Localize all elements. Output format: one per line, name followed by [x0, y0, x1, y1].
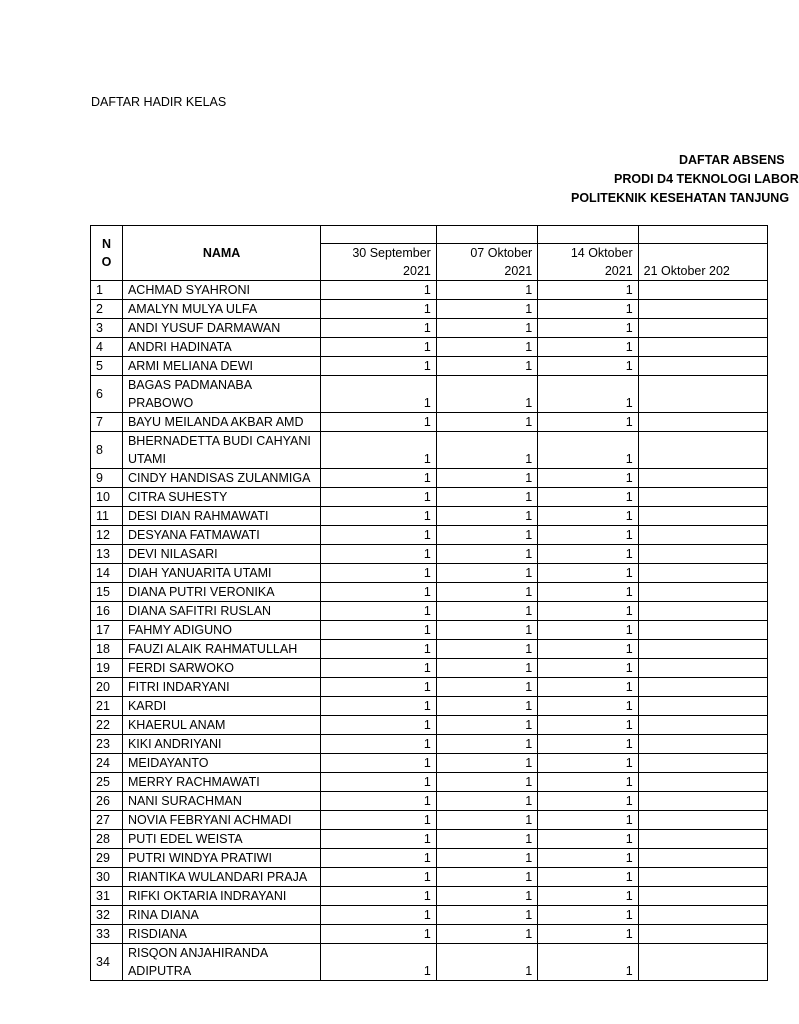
attendance-value: 1 [436, 811, 537, 830]
attendance-value: 1 [436, 792, 537, 811]
attendance-value [638, 944, 767, 981]
row-number: 20 [91, 678, 123, 697]
attendance-value: 1 [436, 564, 537, 583]
attendance-value [638, 281, 767, 300]
attendance-value: 1 [538, 319, 638, 338]
attendance-value: 1 [538, 925, 638, 944]
attendance-value: 1 [321, 849, 437, 868]
attendance-value [638, 906, 767, 925]
attendance-value: 1 [321, 357, 437, 376]
attendance-value: 1 [538, 697, 638, 716]
table-row [91, 944, 768, 981]
attendance-value: 1 [321, 526, 437, 545]
row-number: 29 [91, 849, 123, 868]
attendance-value: 1 [538, 488, 638, 507]
attendance-value [638, 583, 767, 602]
attendance-value: 1 [436, 319, 537, 338]
student-name: NOVIA FEBRYANI ACHMADI [122, 811, 320, 830]
attendance-value: 1 [321, 564, 437, 583]
attendance-value: 1 [436, 697, 537, 716]
row-number: 18 [91, 640, 123, 659]
date-header-2 [436, 244, 537, 281]
attendance-title: DAFTAR ABSENS [679, 153, 785, 167]
attendance-value [638, 773, 767, 792]
student-name: KIKI ANDRIYANI [122, 735, 320, 754]
attendance-value: 1 [321, 811, 437, 830]
row-number: 17 [91, 621, 123, 640]
attendance-value: 1 [538, 906, 638, 925]
attendance-value: 1 [538, 678, 638, 697]
attendance-value: 1 [436, 583, 537, 602]
table-row [91, 906, 768, 925]
table-row [91, 887, 768, 906]
table-row [91, 376, 768, 413]
attendance-value: 1 [538, 944, 638, 981]
attendance-value: 1 [436, 830, 537, 849]
student-name: DEVI NILASARI [122, 545, 320, 564]
table-row [91, 849, 768, 868]
attendance-value: 1 [321, 773, 437, 792]
attendance-value [638, 300, 767, 319]
attendance-value [638, 716, 767, 735]
row-number: 15 [91, 583, 123, 602]
attendance-value [638, 469, 767, 488]
row-number: 23 [91, 735, 123, 754]
attendance-value [638, 432, 767, 469]
attendance-value: 1 [436, 469, 537, 488]
attendance-value: 1 [436, 735, 537, 754]
table-row [91, 925, 768, 944]
attendance-value: 1 [321, 659, 437, 678]
attendance-value [638, 640, 767, 659]
attendance-value: 1 [321, 640, 437, 659]
attendance-value: 1 [321, 488, 437, 507]
attendance-value [638, 507, 767, 526]
student-name: MEIDAYANTO [122, 754, 320, 773]
row-number: 31 [91, 887, 123, 906]
student-name: RISQON ANJAHIRANDA ADIPUTRA [122, 944, 320, 981]
table-row [91, 830, 768, 849]
attendance-value: 1 [538, 564, 638, 583]
attendance-value: 1 [321, 925, 437, 944]
date-header-line2: 2021 [403, 264, 431, 278]
attendance-value: 1 [436, 621, 537, 640]
table-row [91, 319, 768, 338]
attendance-value: 1 [321, 413, 437, 432]
attendance-value: 1 [321, 507, 437, 526]
table-row [91, 300, 768, 319]
attendance-value: 1 [321, 792, 437, 811]
attendance-value: 1 [436, 887, 537, 906]
attendance-value: 1 [321, 300, 437, 319]
student-name: BAGAS PADMANABA PRABOWO [122, 376, 320, 413]
attendance-value: 1 [538, 849, 638, 868]
attendance-value: 1 [538, 526, 638, 545]
attendance-value [638, 357, 767, 376]
row-number: 14 [91, 564, 123, 583]
table-row [91, 507, 768, 526]
attendance-value: 1 [436, 432, 537, 469]
attendance-value: 1 [436, 773, 537, 792]
attendance-value: 1 [436, 376, 537, 413]
attendance-value: 1 [436, 602, 537, 621]
attendance-value [638, 659, 767, 678]
attendance-value [638, 868, 767, 887]
attendance-value: 1 [321, 319, 437, 338]
attendance-value: 1 [436, 925, 537, 944]
attendance-value: 1 [538, 716, 638, 735]
student-name: CINDY HANDISAS ZULANMIGA [122, 469, 320, 488]
table-row [91, 754, 768, 773]
row-number: 32 [91, 906, 123, 925]
attendance-value [638, 849, 767, 868]
attendance-value: 1 [538, 621, 638, 640]
table-row [91, 735, 768, 754]
student-name: BHERNADETTA BUDI CAHYANI UTAMI [122, 432, 320, 469]
row-number: 5 [91, 357, 123, 376]
row-number: 7 [91, 413, 123, 432]
attendance-value [638, 545, 767, 564]
attendance-value [638, 526, 767, 545]
student-name: ARMI MELIANA DEWI [122, 357, 320, 376]
student-name: FERDI SARWOKO [122, 659, 320, 678]
attendance-value [638, 735, 767, 754]
row-number: 21 [91, 697, 123, 716]
student-name: RINA DIANA [122, 906, 320, 925]
attendance-value: 1 [321, 469, 437, 488]
row-number: 9 [91, 469, 123, 488]
document-label: DAFTAR HADIR KELAS [91, 95, 227, 109]
table-row [91, 697, 768, 716]
attendance-value: 1 [321, 830, 437, 849]
attendance-value [638, 887, 767, 906]
attendance-value: 1 [538, 281, 638, 300]
student-name: MERRY RACHMAWATI [122, 773, 320, 792]
attendance-value: 1 [321, 678, 437, 697]
row-number: 34 [91, 944, 123, 981]
attendance-value [638, 678, 767, 697]
table-row [91, 792, 768, 811]
attendance-value [638, 488, 767, 507]
attendance-value: 1 [538, 357, 638, 376]
row-number: 6 [91, 376, 123, 413]
attendance-value: 1 [538, 300, 638, 319]
attendance-value: 1 [436, 659, 537, 678]
row-number: 2 [91, 300, 123, 319]
student-name: KHAERUL ANAM [122, 716, 320, 735]
attendance-value: 1 [538, 602, 638, 621]
student-name: KARDI [122, 697, 320, 716]
row-number: 30 [91, 868, 123, 887]
student-name: RIFKI OKTARIA INDRAYANI [122, 887, 320, 906]
student-name: PUTI EDEL WEISTA [122, 830, 320, 849]
table-row [91, 773, 768, 792]
attendance-value: 1 [321, 887, 437, 906]
attendance-value: 1 [321, 754, 437, 773]
attendance-value: 1 [436, 281, 537, 300]
student-name: NANI SURACHMAN [122, 792, 320, 811]
student-name: DIANA PUTRI VERONIKA [122, 583, 320, 602]
table-row [91, 811, 768, 830]
table-row [91, 564, 768, 583]
student-name: FAHMY ADIGUNO [122, 621, 320, 640]
attendance-value: 1 [436, 338, 537, 357]
attendance-value: 1 [436, 944, 537, 981]
attendance-value: 1 [436, 545, 537, 564]
date-header-top-cell [321, 226, 437, 244]
attendance-value [638, 697, 767, 716]
table-row [91, 868, 768, 887]
attendance-value [638, 319, 767, 338]
student-name: CITRA SUHESTY [122, 488, 320, 507]
attendance-value: 1 [538, 583, 638, 602]
table-row [91, 545, 768, 564]
attendance-value: 1 [321, 432, 437, 469]
table-row [91, 659, 768, 678]
attendance-value [638, 376, 767, 413]
attendance-value: 1 [538, 338, 638, 357]
attendance-value [638, 811, 767, 830]
attendance-value: 1 [538, 887, 638, 906]
student-name: AMALYN MULYA ULFA [122, 300, 320, 319]
table-row [91, 469, 768, 488]
row-number: 8 [91, 432, 123, 469]
table-row [91, 281, 768, 300]
student-name: ANDI YUSUF DARMAWAN [122, 319, 320, 338]
attendance-value: 1 [436, 906, 537, 925]
table-row [91, 526, 768, 545]
date-header-line2: 21 Oktober 202 [643, 264, 730, 278]
row-number: 3 [91, 319, 123, 338]
attendance-value: 1 [538, 507, 638, 526]
date-header-line1: 30 September [352, 246, 431, 260]
no-column-header [91, 226, 123, 281]
date-header-line2: 2021 [504, 264, 533, 278]
date-header-top-cell [436, 226, 537, 244]
row-number: 22 [91, 716, 123, 735]
table-row [91, 338, 768, 357]
attendance-value [638, 621, 767, 640]
student-name: ACHMAD SYAHRONI [122, 281, 320, 300]
attendance-value: 1 [538, 868, 638, 887]
attendance-value: 1 [436, 300, 537, 319]
attendance-value: 1 [436, 678, 537, 697]
attendance-value: 1 [321, 868, 437, 887]
attendance-value: 1 [538, 469, 638, 488]
attendance-value: 1 [321, 697, 437, 716]
attendance-value: 1 [436, 716, 537, 735]
attendance-value [638, 792, 767, 811]
attendance-value: 1 [436, 640, 537, 659]
row-number: 1 [91, 281, 123, 300]
date-header-line1: 14 Oktober [570, 246, 633, 260]
attendance-value: 1 [321, 716, 437, 735]
attendance-value: 1 [538, 811, 638, 830]
attendance-value [638, 830, 767, 849]
student-name: FAUZI ALAIK RAHMATULLAH [122, 640, 320, 659]
attendance-value: 1 [538, 659, 638, 678]
attendance-value: 1 [321, 376, 437, 413]
student-name: DESI DIAN RAHMAWATI [122, 507, 320, 526]
no-header-line2: O [101, 255, 112, 269]
attendance-value: 1 [538, 735, 638, 754]
name-column-header: NAMA [122, 226, 320, 281]
student-name: BAYU MEILANDA AKBAR AMD [122, 413, 320, 432]
row-number: 28 [91, 830, 123, 849]
attendance-value: 1 [436, 849, 537, 868]
student-name: RISDIANA [122, 925, 320, 944]
table-row [91, 432, 768, 469]
table-row [91, 583, 768, 602]
attendance-value: 1 [436, 868, 537, 887]
attendance-value: 1 [321, 621, 437, 640]
date-header-1 [321, 244, 437, 281]
attendance-value: 1 [436, 526, 537, 545]
attendance-value: 1 [321, 583, 437, 602]
table-row [91, 357, 768, 376]
attendance-value [638, 925, 767, 944]
attendance-value: 1 [436, 357, 537, 376]
date-header-4 [638, 244, 767, 281]
attendance-value: 1 [538, 413, 638, 432]
attendance-value: 1 [321, 944, 437, 981]
row-number: 19 [91, 659, 123, 678]
attendance-value: 1 [321, 281, 437, 300]
attendance-value: 1 [538, 432, 638, 469]
row-number: 27 [91, 811, 123, 830]
row-number: 33 [91, 925, 123, 944]
attendance-value [638, 754, 767, 773]
table-row [91, 602, 768, 621]
table-row [91, 678, 768, 697]
student-name: PUTRI WINDYA PRATIWI [122, 849, 320, 868]
row-number: 11 [91, 507, 123, 526]
attendance-value: 1 [436, 754, 537, 773]
attendance-value: 1 [538, 830, 638, 849]
student-name: DIAH YANUARITA UTAMI [122, 564, 320, 583]
date-header-top-cell [638, 226, 767, 244]
institution-title: POLITEKNIK KESEHATAN TANJUNG [571, 191, 790, 205]
table-row [91, 413, 768, 432]
row-number: 12 [91, 526, 123, 545]
attendance-value [638, 338, 767, 357]
attendance-value: 1 [321, 602, 437, 621]
student-name: DESYANA FATMAWATI [122, 526, 320, 545]
attendance-value: 1 [538, 773, 638, 792]
row-number: 10 [91, 488, 123, 507]
date-header-line1: 07 Oktober [470, 246, 533, 260]
attendance-value: 1 [436, 413, 537, 432]
date-header-line2: 2021 [604, 264, 633, 278]
table-row [91, 621, 768, 640]
attendance-value: 1 [321, 545, 437, 564]
table-row [91, 488, 768, 507]
attendance-table [90, 225, 768, 981]
row-number: 24 [91, 754, 123, 773]
table-row [91, 716, 768, 735]
attendance-value: 1 [321, 906, 437, 925]
attendance-value [638, 564, 767, 583]
attendance-value: 1 [436, 507, 537, 526]
student-name: FITRI INDARYANI [122, 678, 320, 697]
table-row [91, 640, 768, 659]
no-header-line1: N [101, 237, 111, 251]
attendance-value: 1 [538, 376, 638, 413]
student-name: ANDRI HADINATA [122, 338, 320, 357]
student-name: DIANA SAFITRI RUSLAN [122, 602, 320, 621]
date-header-top-cell [538, 226, 638, 244]
date-header-3 [538, 244, 638, 281]
attendance-value: 1 [538, 754, 638, 773]
row-number: 16 [91, 602, 123, 621]
attendance-value: 1 [321, 338, 437, 357]
attendance-value: 1 [538, 545, 638, 564]
attendance-value [638, 413, 767, 432]
attendance-value: 1 [321, 735, 437, 754]
attendance-value [638, 602, 767, 621]
program-title: PRODI D4 TEKNOLOGI LABOR [614, 172, 799, 186]
row-number: 26 [91, 792, 123, 811]
attendance-value: 1 [436, 488, 537, 507]
attendance-value: 1 [538, 792, 638, 811]
row-number: 13 [91, 545, 123, 564]
row-number: 4 [91, 338, 123, 357]
row-number: 25 [91, 773, 123, 792]
student-name: RIANTIKA WULANDARI PRAJA [122, 868, 320, 887]
attendance-value: 1 [538, 640, 638, 659]
